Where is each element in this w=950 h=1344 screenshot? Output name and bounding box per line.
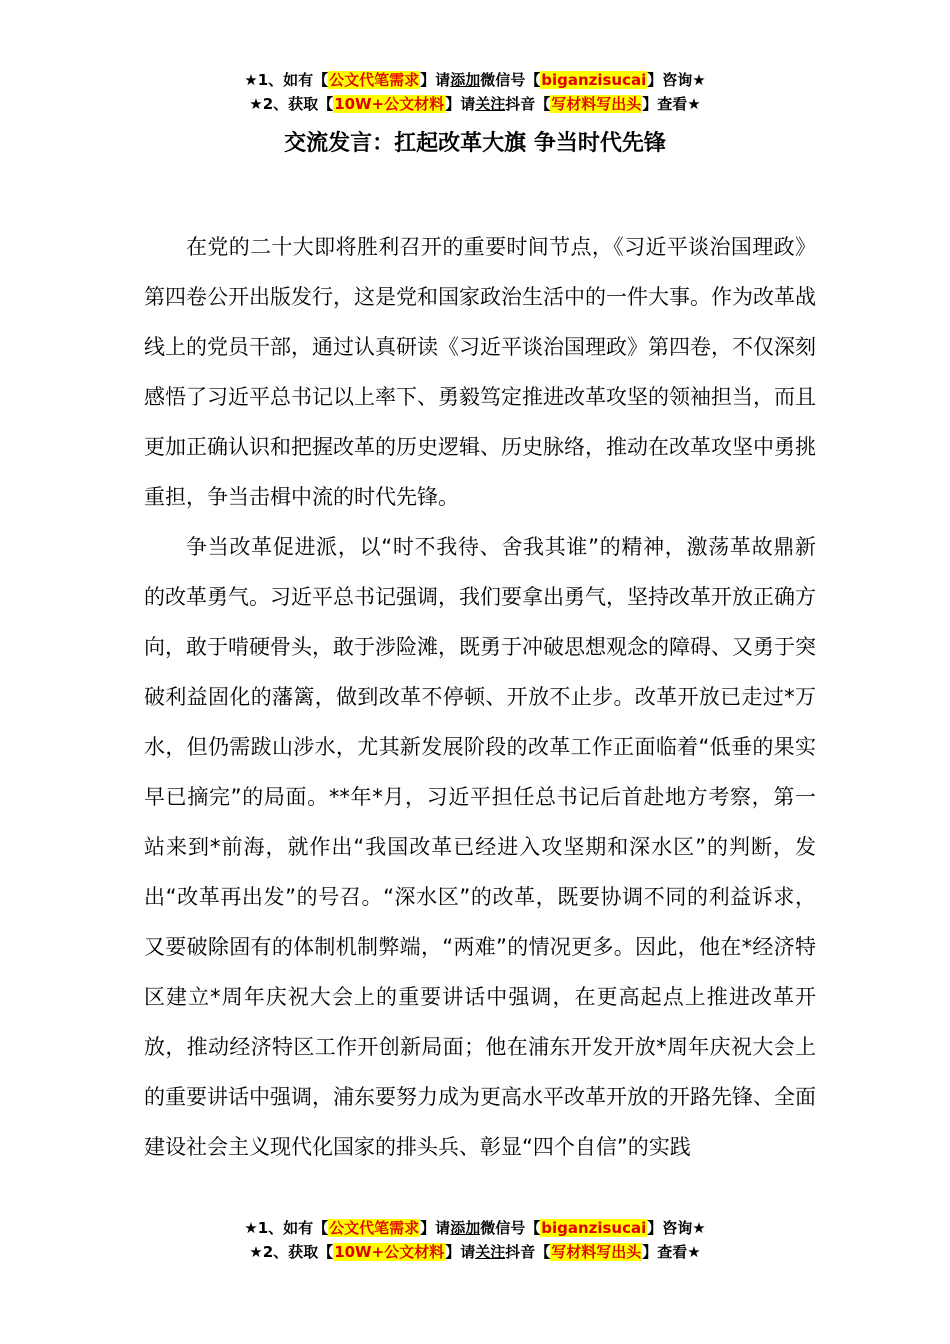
body-paragraph-1: 在党的二十大即将胜利召开的重要时间节点，《习近平谈治国理政》第四卷公开出版发行，这是党和国家政治生活中的一件大事。作为改革战线上的党员干部，通过认真研读《习近平谈治国理政》第四卷，不仅深刻感悟了习近平总书记以上率下、勇毅笃定推进改革攻坚的领袖担当，而且更加正确认识和把握改革的历史逻辑、历史脉络，推动在改革攻坚中勇挑重担，争当击楫中流的时代先锋。 bbox=[144, 235, 816, 509]
promo-highlight: 公文代笔需求 bbox=[329, 71, 420, 89]
promo-text: ★2、获取【 bbox=[249, 95, 334, 113]
promo-underline: 添加 bbox=[450, 1219, 481, 1237]
promo-text: 】请 bbox=[420, 1219, 451, 1237]
promo-text: ★2、获取【 bbox=[249, 1243, 334, 1261]
promo-underline: 关注 bbox=[475, 1243, 506, 1261]
promo-text: 抖音【 bbox=[505, 1243, 551, 1261]
promo-text: 】咨询★ bbox=[647, 1219, 706, 1237]
promo-highlight: 公文代笔需求 bbox=[329, 1219, 420, 1237]
promo-text: 】请 bbox=[420, 71, 451, 89]
promo-highlight: 10W+公文材料 bbox=[334, 95, 445, 113]
promo-highlight: 写材料写出头 bbox=[551, 1243, 642, 1261]
promo-text: 】查看★ bbox=[642, 1243, 701, 1261]
promo-line-1 bbox=[0, 1216, 950, 1240]
promo-text: ★1、如有【 bbox=[244, 71, 329, 89]
promo-text: 】咨询★ bbox=[647, 71, 706, 89]
body-paragraph-2: 争当改革促进派，以“时不我待、舍我其谁”的精神，激荡革故鼎新的改革勇气。习近平总书记强调，我们要拿出勇气，坚持改革开放正确方向，敢于啃硬骨头，敢于涉险滩，既勇于冲破思想观念的障碍、又勇于突破利益固化的藩篱，做到改革不停顿、开放不止步。改革开放已走过*万水，但仍需跋山涉水，尤其新发展阶段的改革工作正面临着“低垂的果实早已摘完”的局面。**年*月，习近平担任总书记后首赴地方考察，第一站来到*前海，就作出“我国改革已经进入攻坚期和深水区”的判断，发出“改革再出发”的号召。“深水区”的改革，既要协调不同的利益诉求，又要破除固有的体制机制弊端，“两难”的情况更多。因此，他在*经济特区建立*周年庆祝大会上的重要讲话中强调，在更高起点上推进改革开放，推动经济特区工作开创新局面；他在浦东开发开放*周年庆祝大会上的重要讲话中强调，浦东要努力成为更高水平改革开放的开路先锋、全面建设社会主义现代化国家的排头兵、彰显“四个自信”的实践 bbox=[144, 535, 816, 1159]
promo-text: ★1、如有【 bbox=[244, 1219, 329, 1237]
document-body bbox=[144, 222, 816, 1172]
promo-text: 微信号【 bbox=[480, 71, 541, 89]
promo-highlight: biganzisucai bbox=[541, 71, 647, 89]
promo-text: 】请 bbox=[445, 1243, 476, 1261]
document-title: 交流发言：扛起改革大旗 争当时代先锋 bbox=[284, 131, 666, 156]
promo-text: 微信号【 bbox=[480, 1219, 541, 1237]
promo-line-1 bbox=[0, 68, 950, 92]
promo-banner-bottom bbox=[0, 1216, 950, 1264]
promo-underline: 关注 bbox=[475, 95, 506, 113]
promo-line-2 bbox=[0, 1240, 950, 1264]
promo-underline: 添加 bbox=[450, 71, 481, 89]
promo-line-2 bbox=[0, 92, 950, 116]
promo-highlight: 10W+公文材料 bbox=[334, 1243, 445, 1261]
promo-highlight: 写材料写出头 bbox=[551, 95, 642, 113]
promo-highlight: biganzisucai bbox=[541, 1219, 647, 1237]
promo-text: 抖音【 bbox=[505, 95, 551, 113]
promo-text: 】请 bbox=[445, 95, 476, 113]
promo-banner-top bbox=[0, 68, 950, 116]
promo-text: 】查看★ bbox=[642, 95, 701, 113]
